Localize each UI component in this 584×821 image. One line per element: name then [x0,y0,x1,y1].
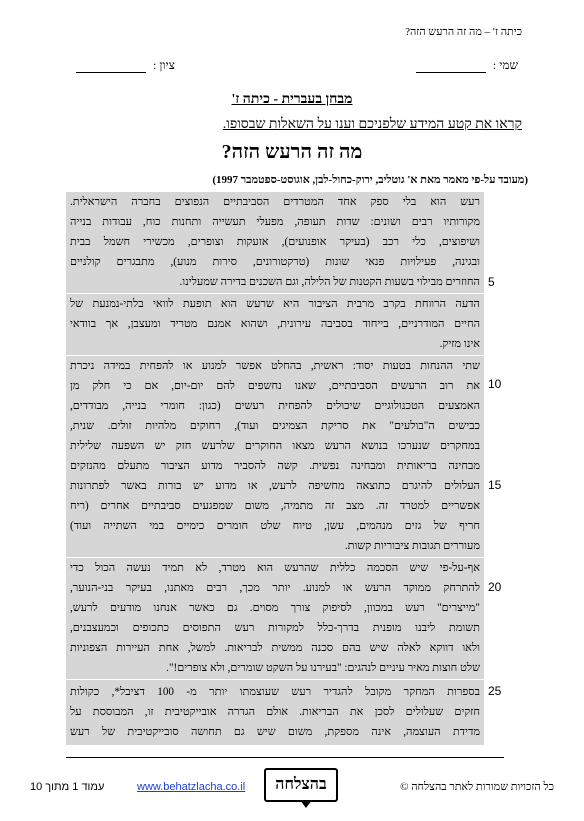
instruction: קראו את קטע המידע שלפניכם וענו על השאלות שבסופו. [222,117,522,132]
passage-line: חריף של גזים מנהמים, עשן, טיוח שלט חומרים כימיים במי השתייה ועוד) [70,520,480,532]
passage-line: אפשריים למטרד זה. מצב זה מתמיה, משום שמפגעים סביבתיים אחרים (ריח [70,500,480,512]
grade-line[interactable] [76,62,146,73]
passage-line: ולאו דווקא לאלה שיש בהם סכנה ממשית לבריאות. למשל, אחת העיירות הצפוניות [70,642,480,654]
passage-line: שתי ההנחות בטעות יסוד: ראשית, בהחלט אפשר למנוע או להפחית במידה ניכרת [70,360,480,372]
passage-line: תשומת ליבנו מופנית בדרך-כלל למקורות רעש התפוסים כתכופים וכמעצבנים, [70,622,480,634]
passage-line: אינו מזיק. [439,338,480,350]
passage-line: חזקים שעלולים לסכן את הבריאות. אולם הגדרה אובייקטיבית זו, המבוססת על [70,706,480,718]
passage-line: כבישים ה"בולעים" את סריקת הצמיגים ועוד), רחוקים מלהיות זולים. שנית, [70,420,480,432]
passage-line: ושיפוצים, כלי רכב (בעיקר אופנועים), אזעקות וצופרים, מכשירי חשמל בבית [70,236,480,248]
exam-title: מבחן בעברית - כיתה ז' [231,92,353,107]
page-number: עמוד 1 מתוך 10 [30,781,105,793]
top-header: כיתה ז' – מה זה הרעש הזה? [405,26,522,38]
passage-line: במחקרים שנערכו בנושא הרעש מצאו החוקרים שלרעש חזק יש השפעה שלילית [70,440,480,452]
passage-line: רעש הוא בלי ספק אחד המטרדים הסביבתיים הנפוצים בחברה הישראלית. [70,196,480,208]
student-name-line[interactable] [416,62,486,73]
student-name-label: שמי : [492,58,518,72]
article-title: מה זה הרעש הזה? [221,141,363,163]
line-number: 25 [488,684,502,698]
passage-line: האמצעים הטכנולוגיים שיכולים להפחית רעשים (כגון: חומרי בנייה, מבודדים, [70,400,480,412]
passage-line: החוזרים מבילוי בשעות הקטנות של הלילה, וגם השכנים בדירה שמעלינו. [179,276,480,288]
paragraph-separator [66,679,484,680]
passage-line: "מייצרים" רעש במכוון, לסיפוק צורך מסוים. גם כאשר אנחנו מודעים לרעש, [70,602,480,614]
passage-line: להתרחק ממוקד הרעש או למנוע. יותר מכך, רבים מאתנו, בעיקר בני-הנוער, [70,582,480,594]
line-number: 5 [488,275,495,289]
passage-line: ובגינה, פעילויות פנאי שונות (טרקטורונים, סירות מנוע), מתבגרים קולניים [70,256,480,268]
passage-line: מעוררים תגובות ציבוריות קשות. [344,540,480,552]
passage-line: בספרות המחקר מקובל להגדיר רעש שעוצמתו יותר מ- 100 דציבל*, כקולות [70,686,480,698]
passage-line: את רוב הרעשים הסביבתיים, שאנו נחשפים להם יום-יום, אם כי חלק מן [70,380,480,392]
passage-line: אף-על-פי שיש הסכמה כללית שהרעש הוא מטרד, לא תמיד נעשה הכול כדי [70,562,480,574]
grade-label: ציון : [153,58,175,72]
copyright-notice: כל הזכויות שמורות לאתר בהצלחה © [400,781,554,793]
passage-line: מבחינה בריאותית ומבחינה נפשית. קשה להסביר מדוע הציבור מתעלם מהנזקים [70,460,480,472]
behatzlacha-logo: בהצלחה [264,768,338,802]
passage-line: מדידת העוצמה, אינה מספקת, משום שיש גם תחושה סובייקטיבית של רעש [70,726,480,738]
site-link[interactable]: www.behatzlacha.co.il [137,781,246,793]
line-number: 20 [488,580,502,594]
article-source: (מעובד על-פי מאמר מאת א' גוטליב, ירוק-כחול-לבן, אוגוסט-ספטמבר 1997) [212,174,528,186]
grade-field[interactable] [76,58,175,73]
passage-line: העלולים להיגרם כתוצאה מחשיפה לרעש, או מדוע יש בורות באשר לפתרונות [70,480,480,492]
student-name-field[interactable] [416,58,518,73]
passage-line: הדעה הרווחת בקרב מרבית הציבור היא שרעש הוא תופעת לוואי בלתי-נמנעת של [70,298,480,310]
footer-divider [66,757,504,758]
passage-line: מקורותיו רבים ושונים: שדות תעופה, מפעלי תעשייה ותחנות כוח, עבודות בנייה [70,216,480,228]
passage-line: שלט חוצות מאיר עיניים לנהגים: "בעירנו על השקט שומרים, ולא צופרים!". [166,662,480,674]
passage-line: החיים המודרניים, בייחוד בסביבה עירונית, ושהוא אמנם מטריד ומעצבן, אך בוודאי [70,318,480,330]
reading-passage [66,192,484,745]
line-number: 10 [488,377,502,391]
line-number: 15 [488,478,502,492]
logo-speech-tail [300,800,312,808]
